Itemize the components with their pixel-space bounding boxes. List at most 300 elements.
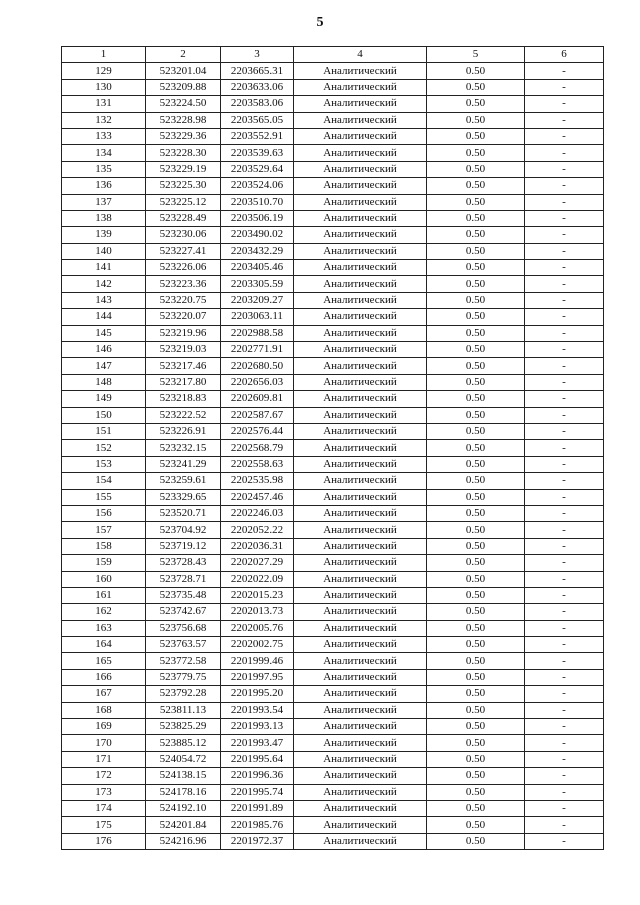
- x-coordinate-cell: 523779.75: [146, 669, 221, 685]
- point-number-cell: 154: [62, 473, 146, 489]
- table-row: [62, 456, 604, 472]
- table-row: [62, 79, 604, 95]
- x-coordinate-cell: 523228.49: [146, 210, 221, 226]
- y-coordinate-cell: 2203510.70: [221, 194, 294, 210]
- y-coordinate-cell: 2203506.19: [221, 210, 294, 226]
- accuracy-cell: 0.50: [427, 374, 525, 390]
- coordinates-table: [61, 46, 604, 850]
- x-coordinate-cell: 523825.29: [146, 719, 221, 735]
- note-cell: -: [525, 325, 604, 341]
- y-coordinate-cell: 2203633.06: [221, 79, 294, 95]
- method-cell: Аналитический: [294, 276, 427, 292]
- y-coordinate-cell: 2202576.44: [221, 423, 294, 439]
- table-row: [62, 227, 604, 243]
- x-coordinate-cell: 524138.15: [146, 768, 221, 784]
- point-number-cell: 160: [62, 571, 146, 587]
- point-number-cell: 141: [62, 260, 146, 276]
- x-coordinate-cell: 523763.57: [146, 637, 221, 653]
- table-row: [62, 833, 604, 849]
- accuracy-cell: 0.50: [427, 751, 525, 767]
- y-coordinate-cell: 2201985.76: [221, 817, 294, 833]
- note-cell: -: [525, 342, 604, 358]
- accuracy-cell: 0.50: [427, 669, 525, 685]
- method-cell: Аналитический: [294, 473, 427, 489]
- point-number-cell: 134: [62, 145, 146, 161]
- table-row: [62, 440, 604, 456]
- table-row: [62, 161, 604, 177]
- x-coordinate-cell: 523228.30: [146, 145, 221, 161]
- x-coordinate-cell: 523227.41: [146, 243, 221, 259]
- y-coordinate-cell: 2202535.98: [221, 473, 294, 489]
- column-header: 1: [62, 47, 146, 63]
- note-cell: -: [525, 407, 604, 423]
- method-cell: Аналитический: [294, 210, 427, 226]
- point-number-cell: 165: [62, 653, 146, 669]
- table-row: [62, 407, 604, 423]
- method-cell: Аналитический: [294, 538, 427, 554]
- x-coordinate-cell: 523772.58: [146, 653, 221, 669]
- y-coordinate-cell: 2201995.20: [221, 686, 294, 702]
- point-number-cell: 146: [62, 342, 146, 358]
- x-coordinate-cell: 523225.12: [146, 194, 221, 210]
- table-row: [62, 128, 604, 144]
- page-number: 5: [316, 15, 324, 30]
- method-cell: Аналитический: [294, 751, 427, 767]
- y-coordinate-cell: 2203405.46: [221, 260, 294, 276]
- note-cell: -: [525, 440, 604, 456]
- note-cell: -: [525, 96, 604, 112]
- method-cell: Аналитический: [294, 407, 427, 423]
- y-coordinate-cell: 2203665.31: [221, 63, 294, 79]
- method-cell: Аналитический: [294, 719, 427, 735]
- note-cell: -: [525, 784, 604, 800]
- x-coordinate-cell: 523329.65: [146, 489, 221, 505]
- point-number-cell: 144: [62, 309, 146, 325]
- note-cell: -: [525, 620, 604, 636]
- accuracy-cell: 0.50: [427, 112, 525, 128]
- table-row: [62, 358, 604, 374]
- accuracy-cell: 0.50: [427, 210, 525, 226]
- note-cell: -: [525, 800, 604, 816]
- method-cell: Аналитический: [294, 686, 427, 702]
- x-coordinate-cell: 523520.71: [146, 505, 221, 521]
- note-cell: -: [525, 538, 604, 554]
- point-number-cell: 164: [62, 637, 146, 653]
- accuracy-cell: 0.50: [427, 128, 525, 144]
- note-cell: -: [525, 63, 604, 79]
- column-header: 3: [221, 47, 294, 63]
- x-coordinate-cell: 523220.75: [146, 292, 221, 308]
- table-row: [62, 768, 604, 784]
- note-cell: -: [525, 817, 604, 833]
- y-coordinate-cell: 2203432.29: [221, 243, 294, 259]
- accuracy-cell: 0.50: [427, 538, 525, 554]
- x-coordinate-cell: 523218.83: [146, 391, 221, 407]
- note-cell: -: [525, 309, 604, 325]
- table-header-row: [62, 47, 604, 63]
- point-number-cell: 149: [62, 391, 146, 407]
- point-number-cell: 148: [62, 374, 146, 390]
- method-cell: Аналитический: [294, 669, 427, 685]
- note-cell: -: [525, 374, 604, 390]
- point-number-cell: 138: [62, 210, 146, 226]
- method-cell: Аналитический: [294, 522, 427, 538]
- y-coordinate-cell: 2202988.58: [221, 325, 294, 341]
- accuracy-cell: 0.50: [427, 243, 525, 259]
- note-cell: -: [525, 719, 604, 735]
- x-coordinate-cell: 523756.68: [146, 620, 221, 636]
- point-number-cell: 171: [62, 751, 146, 767]
- x-coordinate-cell: 523259.61: [146, 473, 221, 489]
- point-number-cell: 133: [62, 128, 146, 144]
- accuracy-cell: 0.50: [427, 719, 525, 735]
- method-cell: Аналитический: [294, 112, 427, 128]
- point-number-cell: 151: [62, 423, 146, 439]
- method-cell: Аналитический: [294, 325, 427, 341]
- y-coordinate-cell: 2202457.46: [221, 489, 294, 505]
- accuracy-cell: 0.50: [427, 473, 525, 489]
- note-cell: -: [525, 702, 604, 718]
- x-coordinate-cell: 523229.36: [146, 128, 221, 144]
- x-coordinate-cell: 523219.96: [146, 325, 221, 341]
- x-coordinate-cell: 523223.36: [146, 276, 221, 292]
- point-number-cell: 175: [62, 817, 146, 833]
- note-cell: -: [525, 522, 604, 538]
- accuracy-cell: 0.50: [427, 423, 525, 439]
- note-cell: -: [525, 456, 604, 472]
- y-coordinate-cell: 2202015.23: [221, 587, 294, 603]
- y-coordinate-cell: 2203524.06: [221, 178, 294, 194]
- method-cell: Аналитический: [294, 194, 427, 210]
- note-cell: -: [525, 768, 604, 784]
- x-coordinate-cell: 523220.07: [146, 309, 221, 325]
- point-number-cell: 143: [62, 292, 146, 308]
- accuracy-cell: 0.50: [427, 620, 525, 636]
- x-coordinate-cell: 523226.06: [146, 260, 221, 276]
- note-cell: -: [525, 653, 604, 669]
- method-cell: Аналитический: [294, 555, 427, 571]
- y-coordinate-cell: 2203539.63: [221, 145, 294, 161]
- table-row: [62, 719, 604, 735]
- method-cell: Аналитический: [294, 96, 427, 112]
- y-coordinate-cell: 2201995.64: [221, 751, 294, 767]
- method-cell: Аналитический: [294, 423, 427, 439]
- x-coordinate-cell: 523885.12: [146, 735, 221, 751]
- table-row: [62, 817, 604, 833]
- accuracy-cell: 0.50: [427, 260, 525, 276]
- accuracy-cell: 0.50: [427, 505, 525, 521]
- point-number-cell: 155: [62, 489, 146, 505]
- accuracy-cell: 0.50: [427, 817, 525, 833]
- accuracy-cell: 0.50: [427, 784, 525, 800]
- x-coordinate-cell: 523228.98: [146, 112, 221, 128]
- table-row: [62, 96, 604, 112]
- point-number-cell: 156: [62, 505, 146, 521]
- method-cell: Аналитический: [294, 456, 427, 472]
- note-cell: -: [525, 292, 604, 308]
- method-cell: Аналитический: [294, 800, 427, 816]
- y-coordinate-cell: 2202052.22: [221, 522, 294, 538]
- y-coordinate-cell: 2203583.06: [221, 96, 294, 112]
- accuracy-cell: 0.50: [427, 276, 525, 292]
- note-cell: -: [525, 473, 604, 489]
- note-cell: -: [525, 833, 604, 849]
- accuracy-cell: 0.50: [427, 194, 525, 210]
- point-number-cell: 161: [62, 587, 146, 603]
- table-row: [62, 210, 604, 226]
- accuracy-cell: 0.50: [427, 489, 525, 505]
- table-row: [62, 423, 604, 439]
- x-coordinate-cell: 524178.16: [146, 784, 221, 800]
- accuracy-cell: 0.50: [427, 637, 525, 653]
- table-row: [62, 604, 604, 620]
- y-coordinate-cell: 2202609.81: [221, 391, 294, 407]
- note-cell: -: [525, 587, 604, 603]
- x-coordinate-cell: 523241.29: [146, 456, 221, 472]
- method-cell: Аналитический: [294, 128, 427, 144]
- method-cell: Аналитический: [294, 571, 427, 587]
- note-cell: -: [525, 79, 604, 95]
- table-row: [62, 505, 604, 521]
- table-row: [62, 325, 604, 341]
- accuracy-cell: 0.50: [427, 587, 525, 603]
- note-cell: -: [525, 669, 604, 685]
- note-cell: -: [525, 391, 604, 407]
- point-number-cell: 150: [62, 407, 146, 423]
- y-coordinate-cell: 2203565.05: [221, 112, 294, 128]
- point-number-cell: 137: [62, 194, 146, 210]
- accuracy-cell: 0.50: [427, 522, 525, 538]
- y-coordinate-cell: 2202680.50: [221, 358, 294, 374]
- y-coordinate-cell: 2202005.76: [221, 620, 294, 636]
- method-cell: Аналитический: [294, 342, 427, 358]
- point-number-cell: 168: [62, 702, 146, 718]
- method-cell: Аналитический: [294, 702, 427, 718]
- table-row: [62, 686, 604, 702]
- table-row: [62, 112, 604, 128]
- method-cell: Аналитический: [294, 63, 427, 79]
- accuracy-cell: 0.50: [427, 407, 525, 423]
- x-coordinate-cell: 523229.19: [146, 161, 221, 177]
- y-coordinate-cell: 2201997.95: [221, 669, 294, 685]
- y-coordinate-cell: 2202771.91: [221, 342, 294, 358]
- x-coordinate-cell: 523226.91: [146, 423, 221, 439]
- note-cell: -: [525, 210, 604, 226]
- accuracy-cell: 0.50: [427, 391, 525, 407]
- x-coordinate-cell: 523217.80: [146, 374, 221, 390]
- table-row: [62, 243, 604, 259]
- point-number-cell: 145: [62, 325, 146, 341]
- y-coordinate-cell: 2202027.29: [221, 555, 294, 571]
- accuracy-cell: 0.50: [427, 325, 525, 341]
- y-coordinate-cell: 2203529.64: [221, 161, 294, 177]
- note-cell: -: [525, 276, 604, 292]
- point-number-cell: 147: [62, 358, 146, 374]
- method-cell: Аналитический: [294, 292, 427, 308]
- table-row: [62, 178, 604, 194]
- accuracy-cell: 0.50: [427, 440, 525, 456]
- accuracy-cell: 0.50: [427, 292, 525, 308]
- table-row: [62, 555, 604, 571]
- note-cell: -: [525, 178, 604, 194]
- method-cell: Аналитический: [294, 145, 427, 161]
- method-cell: Аналитический: [294, 178, 427, 194]
- accuracy-cell: 0.50: [427, 79, 525, 95]
- table-row: [62, 587, 604, 603]
- table-row: [62, 194, 604, 210]
- accuracy-cell: 0.50: [427, 571, 525, 587]
- x-coordinate-cell: 523719.12: [146, 538, 221, 554]
- y-coordinate-cell: 2201995.74: [221, 784, 294, 800]
- table-row: [62, 735, 604, 751]
- x-coordinate-cell: 524201.84: [146, 817, 221, 833]
- y-coordinate-cell: 2203552.91: [221, 128, 294, 144]
- note-cell: -: [525, 751, 604, 767]
- table-row: [62, 260, 604, 276]
- method-cell: Аналитический: [294, 79, 427, 95]
- y-coordinate-cell: 2203305.59: [221, 276, 294, 292]
- table-body: [62, 47, 604, 850]
- table-row: [62, 702, 604, 718]
- column-header: 2: [146, 47, 221, 63]
- point-number-cell: 136: [62, 178, 146, 194]
- accuracy-cell: 0.50: [427, 686, 525, 702]
- note-cell: -: [525, 505, 604, 521]
- accuracy-cell: 0.50: [427, 735, 525, 751]
- y-coordinate-cell: 2201993.13: [221, 719, 294, 735]
- method-cell: Аналитический: [294, 358, 427, 374]
- table-row: [62, 800, 604, 816]
- point-number-cell: 173: [62, 784, 146, 800]
- x-coordinate-cell: 524192.10: [146, 800, 221, 816]
- accuracy-cell: 0.50: [427, 309, 525, 325]
- accuracy-cell: 0.50: [427, 702, 525, 718]
- table-row: [62, 276, 604, 292]
- x-coordinate-cell: 523811.13: [146, 702, 221, 718]
- x-coordinate-cell: 523792.28: [146, 686, 221, 702]
- note-cell: -: [525, 194, 604, 210]
- table-row: [62, 63, 604, 79]
- accuracy-cell: 0.50: [427, 161, 525, 177]
- method-cell: Аналитический: [294, 161, 427, 177]
- accuracy-cell: 0.50: [427, 63, 525, 79]
- table-row: [62, 489, 604, 505]
- method-cell: Аналитический: [294, 505, 427, 521]
- point-number-cell: 170: [62, 735, 146, 751]
- y-coordinate-cell: 2202013.73: [221, 604, 294, 620]
- x-coordinate-cell: 523201.04: [146, 63, 221, 79]
- y-coordinate-cell: 2201993.47: [221, 735, 294, 751]
- method-cell: Аналитический: [294, 637, 427, 653]
- method-cell: Аналитический: [294, 260, 427, 276]
- table-row: [62, 473, 604, 489]
- point-number-cell: 158: [62, 538, 146, 554]
- point-number-cell: 159: [62, 555, 146, 571]
- x-coordinate-cell: 523232.15: [146, 440, 221, 456]
- point-number-cell: 132: [62, 112, 146, 128]
- x-coordinate-cell: 523742.67: [146, 604, 221, 620]
- point-number-cell: 176: [62, 833, 146, 849]
- method-cell: Аналитический: [294, 309, 427, 325]
- point-number-cell: 166: [62, 669, 146, 685]
- accuracy-cell: 0.50: [427, 833, 525, 849]
- accuracy-cell: 0.50: [427, 178, 525, 194]
- x-coordinate-cell: 524216.96: [146, 833, 221, 849]
- point-number-cell: 169: [62, 719, 146, 735]
- x-coordinate-cell: 523222.52: [146, 407, 221, 423]
- accuracy-cell: 0.50: [427, 604, 525, 620]
- table-row: [62, 620, 604, 636]
- y-coordinate-cell: 2201999.46: [221, 653, 294, 669]
- y-coordinate-cell: 2202568.79: [221, 440, 294, 456]
- column-header: 4: [294, 47, 427, 63]
- x-coordinate-cell: 523219.03: [146, 342, 221, 358]
- method-cell: Аналитический: [294, 817, 427, 833]
- y-coordinate-cell: 2201991.89: [221, 800, 294, 816]
- point-number-cell: 163: [62, 620, 146, 636]
- x-coordinate-cell: 523230.06: [146, 227, 221, 243]
- y-coordinate-cell: 2202656.03: [221, 374, 294, 390]
- accuracy-cell: 0.50: [427, 342, 525, 358]
- y-coordinate-cell: 2203490.02: [221, 227, 294, 243]
- y-coordinate-cell: 2202002.75: [221, 637, 294, 653]
- accuracy-cell: 0.50: [427, 358, 525, 374]
- method-cell: Аналитический: [294, 735, 427, 751]
- y-coordinate-cell: 2201993.54: [221, 702, 294, 718]
- column-header: 5: [427, 47, 525, 63]
- x-coordinate-cell: 523224.50: [146, 96, 221, 112]
- note-cell: -: [525, 227, 604, 243]
- y-coordinate-cell: 2202246.03: [221, 505, 294, 521]
- column-header: 6: [525, 47, 604, 63]
- y-coordinate-cell: 2202587.67: [221, 407, 294, 423]
- table-row: [62, 751, 604, 767]
- table-row: [62, 292, 604, 308]
- note-cell: -: [525, 571, 604, 587]
- x-coordinate-cell: 523735.48: [146, 587, 221, 603]
- method-cell: Аналитический: [294, 391, 427, 407]
- table-row: [62, 538, 604, 554]
- accuracy-cell: 0.50: [427, 555, 525, 571]
- note-cell: -: [525, 604, 604, 620]
- method-cell: Аналитический: [294, 768, 427, 784]
- y-coordinate-cell: 2203209.27: [221, 292, 294, 308]
- accuracy-cell: 0.50: [427, 800, 525, 816]
- note-cell: -: [525, 686, 604, 702]
- method-cell: Аналитический: [294, 243, 427, 259]
- table-row: [62, 784, 604, 800]
- x-coordinate-cell: 524054.72: [146, 751, 221, 767]
- note-cell: -: [525, 358, 604, 374]
- x-coordinate-cell: 523704.92: [146, 522, 221, 538]
- table-row: [62, 145, 604, 161]
- point-number-cell: 167: [62, 686, 146, 702]
- method-cell: Аналитический: [294, 489, 427, 505]
- x-coordinate-cell: 523728.43: [146, 555, 221, 571]
- accuracy-cell: 0.50: [427, 145, 525, 161]
- table-row: [62, 653, 604, 669]
- method-cell: Аналитический: [294, 374, 427, 390]
- method-cell: Аналитический: [294, 587, 427, 603]
- point-number-cell: 135: [62, 161, 146, 177]
- x-coordinate-cell: 523217.46: [146, 358, 221, 374]
- method-cell: Аналитический: [294, 784, 427, 800]
- table-row: [62, 309, 604, 325]
- note-cell: -: [525, 112, 604, 128]
- y-coordinate-cell: 2201972.37: [221, 833, 294, 849]
- table-row: [62, 374, 604, 390]
- table-row: [62, 669, 604, 685]
